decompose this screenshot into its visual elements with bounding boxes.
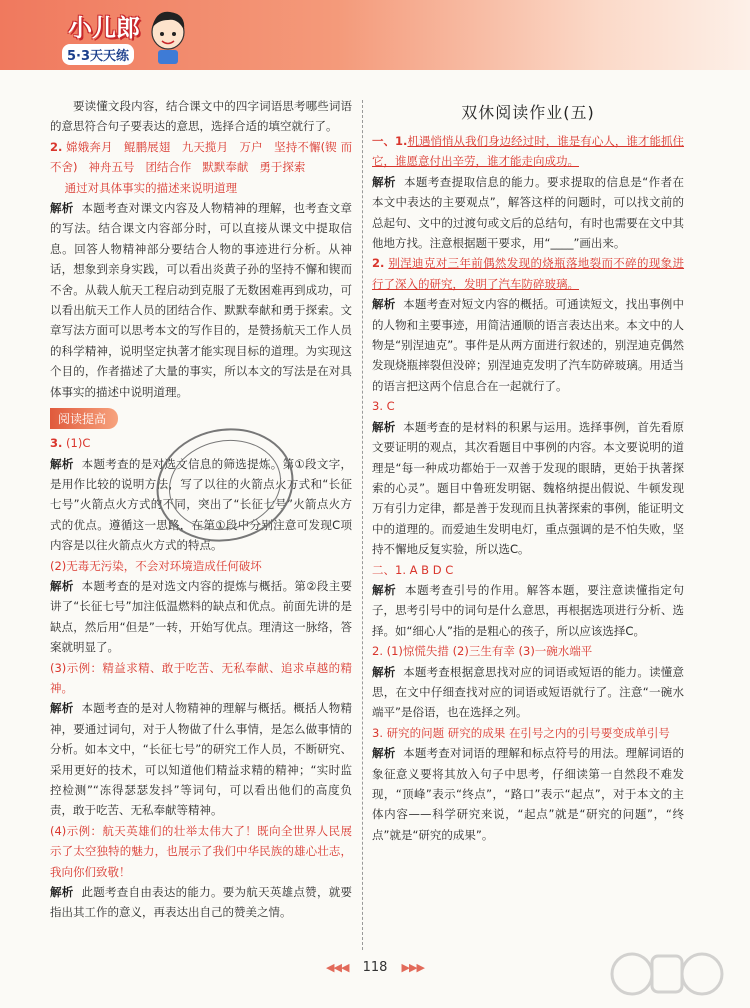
answer-word: 神舟五号 xyxy=(88,160,135,175)
question-number: 2. xyxy=(50,139,63,154)
answer-r3: 3. C xyxy=(372,399,395,414)
column-divider xyxy=(362,100,363,950)
question-number: 2. xyxy=(372,256,385,271)
analysis-block xyxy=(50,198,352,402)
analysis-label: 解析 xyxy=(372,664,396,679)
analysis-label: 解析 xyxy=(50,456,74,471)
answer-text: (1)C xyxy=(66,436,91,451)
analysis-text: 本题考查对词语的理解和标点符号的用法。理解词语的象征意义要将其放入句子中思考，仔细读第一自然段不难发现，“顶峰”表示“终点”，“路口”表示“起点”，对于本文的主体内容——科学研究来说，“起点”就是“研究的问题”，“终点”就是“研究的成果”。 xyxy=(372,746,684,842)
analysis-text: 本题考查提取信息的能力。要求提取的信息是“作者在本文中表达的主要观点”，解答这样的问题时，可以找文前的总起句、文中的过渡句或文后的总结句，有时也需要在文中其他地方找。注意根据题干要求，用“____”画出来。 xyxy=(372,174,685,251)
answer-word: 勇于探索 xyxy=(259,160,306,175)
answer-r2 xyxy=(372,253,684,294)
answer-r1 xyxy=(372,131,684,172)
analysis-block xyxy=(372,294,684,396)
text-line: 行了。 xyxy=(303,119,338,134)
analysis-label: 解析 xyxy=(50,701,74,716)
analysis-block xyxy=(50,576,352,658)
answer-q3-2: (2)无毒无污染，不会对环境造成任何破坏 xyxy=(50,558,262,573)
answer-text: 机遇悄悄从我们身边经过时，谁是有心人，谁才能抓住它，谁愿意付出辛劳，谁才能走向成功。 xyxy=(372,134,684,169)
analysis-block xyxy=(50,698,352,820)
analysis-text: 本题考查的是对选文内容的提炼与概括。第②段主要讲了“长征七号”加注低温燃料的缺点和优点。前面先讲的是缺点，然后用“但是”一转，开始写优点。理清这一脉络，答案就明显了。 xyxy=(50,578,353,655)
analysis-text: 本题考查引号的作用。解答本题，要注意读懂指定句子，思考引号中的词句是什么意思，再根据选项进行分析、选择。如“细心人”指的是粗心的孩子，所以应该选择C。 xyxy=(372,582,685,638)
analysis-block xyxy=(372,417,684,560)
analysis-label: 解析 xyxy=(372,297,396,312)
answer-word: 坚持不懈(锲 xyxy=(274,139,337,154)
analysis-block xyxy=(372,743,684,845)
mascot-icon xyxy=(146,8,190,66)
answer-text: 别涅迪克对三年前偶然发现的烧瓶落地裂而不碎的现象进行了深入的研究，发明了汽车防碎玻璃。 xyxy=(372,256,685,291)
analysis-text: 本题考查对课文内容及人物精神的理解，也考查文章的写法。结合课文内容部分时，可以直接从课文中提取信息。回答人物精神部分要结合人物的事迹进行分析。从神话，想象到亲身实践，可以看出炎黄子孙的坚持不懈和锲而不舍。从载人航天工程启动到克服了无数困难再到成功，可以看出航天工作人员的团结合作、默默奉献和勇于探索。文章写法方面可以思考本文的写作目的，是赞扬航天工作人员的科学精神，说明坚定执著才能实现目标的道理。为实现这个目的，作者描述了大量的事实，所以本文的写法是在对具体事实的描述中说明道理。 xyxy=(50,201,353,399)
right-arrows-icon: ▶▶▶ xyxy=(401,961,424,974)
analysis-text: 本题考查的是对选文信息的筛选提炼。第①段文字，是用作比较的说明方法，写了以往的火箭点火方式和“长征七号”火箭点火方式的不同，突出了“长征七号”火箭点火方式的优点。遵循这一思路，在第①段中分别注意可发现C项内容是以往火箭点火方式的特点。 xyxy=(50,456,353,553)
page-number: 118 xyxy=(362,960,388,975)
brand-logo xyxy=(58,8,188,68)
right-column xyxy=(372,96,684,845)
analysis-text: 本题考查的是材料的积累与运用。选择事例，首先看原文要证明的观点，其次看题目中事例的内容。本文要说明的道理是“每一种成功都始于一双善于发现的眼睛，更始于执著探索的心灵”。题目中鲁班发明锯、魏格纳提出假说、牛顿发现万有引力定律，都是善于发现而且执著探索的事例，能证明文中的道理的。而爱迪生发明电灯，重点强调的是不怕失败，坚持不懈地反复实验，所以选C。 xyxy=(372,419,684,557)
homework-stamp-icon xyxy=(150,420,300,550)
analysis-block xyxy=(372,580,684,641)
analysis-label: 解析 xyxy=(372,746,396,761)
header-banner xyxy=(0,0,750,70)
analysis-label: 解析 xyxy=(372,174,396,189)
analysis-text: 本题考查的是对人物精神的理解与概括。概括人物精神，要通过词句，对于人物做了什么事情，是怎么做事情的分析。如本文中，“长征七号”的研究工作人员，不断研究、采用更好的技术，可以知道他们精益求精的精神；“实时监控检测”“冻得瑟瑟发抖”等词句，可以看出他们的高度负责，敢于吃苦、无私奉献等精神。 xyxy=(50,701,353,818)
paragraph xyxy=(50,96,352,137)
answer-word: 默默奉献 xyxy=(202,160,249,175)
page-title: 双休阅读作业(五) xyxy=(461,103,595,122)
analysis-block xyxy=(50,882,352,923)
text-line: 的意思符合句子要表达的意思，选择合适的填空就 xyxy=(50,119,303,134)
analysis-text: 此题考查自由表达的能力。要为航天英雄点赞，就要指出其工作的意义，再表达出自己的赞美之情。 xyxy=(50,885,353,920)
analysis-label: 解析 xyxy=(50,578,74,593)
analysis-label: 解析 xyxy=(372,419,396,434)
question-number: 3. xyxy=(50,436,63,451)
logo-title: 小儿郎 xyxy=(68,14,140,42)
answer-word: 通过对具体事实的描述来说明道理 xyxy=(64,180,238,195)
answer-r22: 2. (1)惊慌失措 (2)三生有幸 (3)一碗水端平 xyxy=(372,644,593,659)
answer-word: 九天揽月 xyxy=(181,139,229,154)
answer-q3-3: (3)示例：精益求精、敢于吃苦、无私奉献、追求卓越的精神。 xyxy=(50,660,352,695)
question-number: 一、1. xyxy=(372,134,408,148)
answer-q3-4: (4)示例：航天英雄们的壮举太伟大了！既向全世界人民展示了太空独特的魅力，也展示了我们中华民族的雄心壮志，我向你们致敬！ xyxy=(50,823,352,879)
analysis-label: 解析 xyxy=(50,201,74,216)
section-tab-reading: 阅读提高 xyxy=(50,408,118,429)
analysis-block xyxy=(372,172,684,254)
analysis-text: 本题考查对短文内容的概括。可通读短文，找出事例中的人物和主要事迹，用简洁通顺的语言表达出来。本文中的人物是“别涅迪克”。事件是从两方面进行叙述的，别涅迪克偶然发现烧瓶摔裂但没碎；别涅迪克发明了汽车防碎玻璃。用适当的语言把这两个信息合在一起就行了。 xyxy=(372,297,684,393)
logo-subtitle: 5·3天天练 xyxy=(62,44,134,65)
answer-word: 万户 xyxy=(239,139,263,154)
answer-r21: 二、1. A B D C xyxy=(372,562,454,577)
analysis-label: 解析 xyxy=(372,582,397,597)
answer-word: 而不舍) xyxy=(50,139,353,175)
answer-q2 xyxy=(50,137,352,198)
answer-word: 团结合作 xyxy=(145,160,192,175)
analysis-block xyxy=(372,662,684,723)
left-arrows-icon: ◀◀◀ xyxy=(326,961,349,974)
analysis-label: 解析 xyxy=(50,885,74,900)
answer-word: 鲲鹏展翅 xyxy=(123,139,171,154)
watermark-icon xyxy=(602,946,732,1004)
answer-r23: 3. 研究的问题 研究的成果 在引号之内的引号要变成单引号 xyxy=(372,725,670,740)
analysis-text: 本题考查根据意思找对应的词语或短语的能力。读懂意思，在文中仔细查找对应的词语或短语就行了。注意“一碗水端平”是俗语，也在选择之列。 xyxy=(372,664,684,720)
answer-word: 嫦娥奔月 xyxy=(66,139,113,154)
text-line: 要读懂文段内容，结合课文中的四字词语思考哪些词语 xyxy=(73,99,352,113)
